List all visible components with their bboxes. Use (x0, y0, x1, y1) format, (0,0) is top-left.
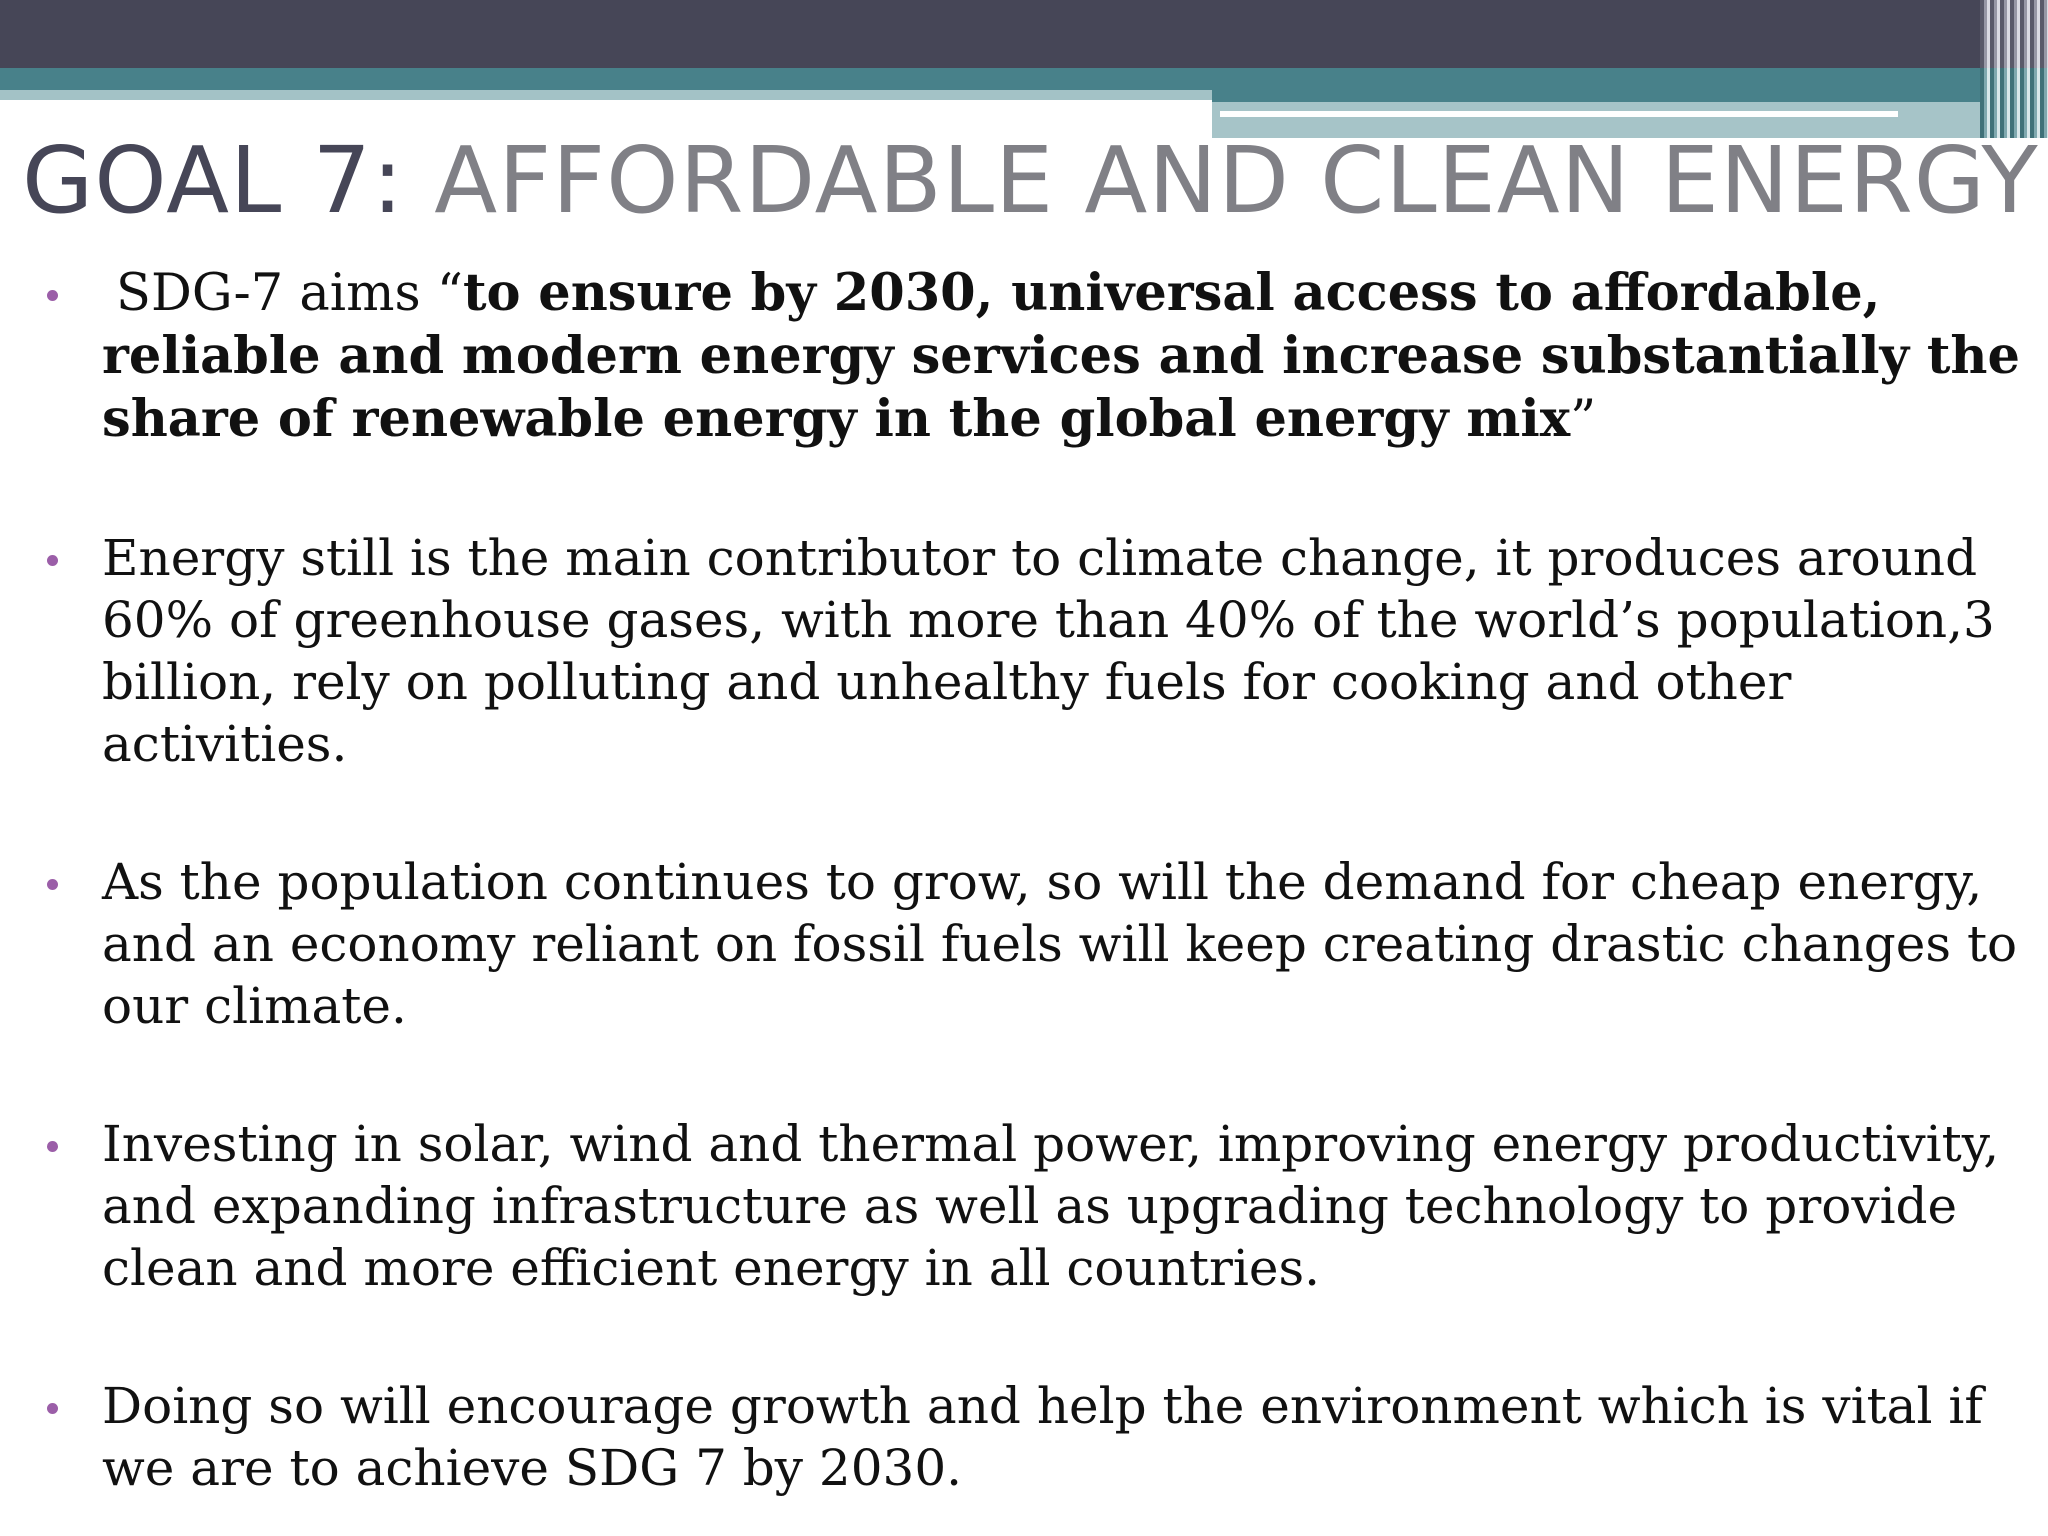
bullet-item-sdg7-aims (0, 262, 2048, 451)
bullet-text (102, 262, 2028, 451)
slide-title (22, 126, 2039, 236)
bullet-lead-text: SDG-7 aims “ (116, 264, 463, 323)
header-teal-band-right (1212, 68, 2048, 102)
header-teal-band-left (0, 68, 1212, 90)
title-goal-prefix: GOAL 7: (22, 127, 405, 234)
bullet-text: As the population continues to grow, so will the demand for cheap energy, and an economy reliant on fossil fuels will keep creating drastic changes to our climate. (102, 853, 2018, 1035)
title-rest: AFFORDABLE AND CLEAN ENERGY (404, 127, 2039, 234)
bullet-dot-icon (47, 1141, 58, 1152)
header-dark-band (0, 0, 2048, 68)
bullet-dot-icon (47, 879, 58, 890)
bullet-dot-icon (47, 555, 58, 566)
bullet-item-energy-climate (0, 527, 2048, 775)
bullet-dot-icon (47, 290, 58, 301)
bullet-list (0, 262, 2048, 1536)
bullet-emphasis-text: to ensure by 2030, universal access to affordable, reliable and modern energy services and increase substantially the share of renewable energy in the global energy mix (102, 263, 2020, 449)
header-white-line (1220, 111, 1898, 117)
bullet-item-investing (0, 1113, 2048, 1299)
bullet-item-growth-environment (0, 1375, 2048, 1499)
bullet-tail-text: ” (1570, 390, 1597, 449)
bullet-text: Investing in solar, wind and thermal power, improving energy productivity, and expanding infrastructure as well as upgrading technology to provide clean and more efficient energy in all countries. (102, 1115, 2000, 1297)
bullet-text: Doing so will encourage growth and help the environment which is vital if we are to achieve SDG 7 by 2030. (102, 1377, 1983, 1497)
bullet-item-population-growth (0, 851, 2048, 1037)
header-light-band-left (0, 90, 1212, 100)
bullet-dot-icon (47, 1403, 58, 1414)
bullet-text: Energy still is the main contributor to climate change, it produces around 60% of greenhouse gases, with more than 40% of the world’s population,3 billion, rely on polluting and unhealthy fuels for cooking and other activities. (102, 529, 1995, 773)
